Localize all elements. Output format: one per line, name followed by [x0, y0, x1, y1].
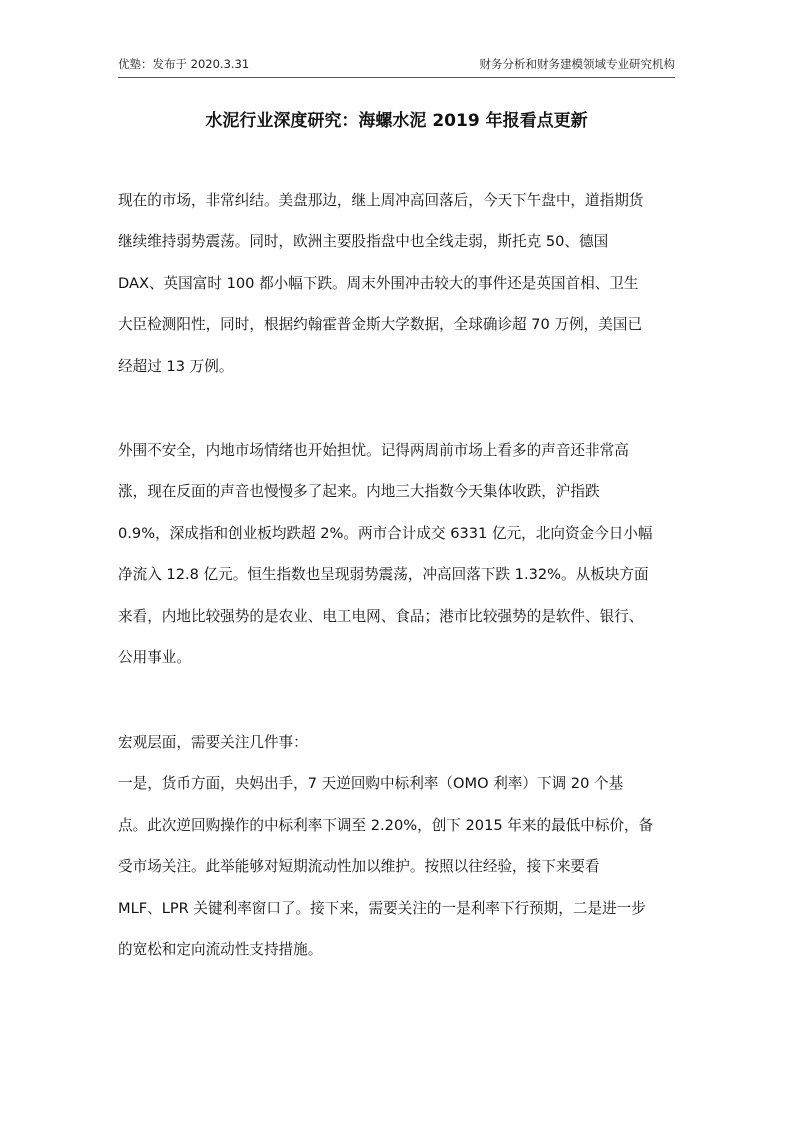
- paragraph-2: [118, 430, 678, 678]
- paragraph-line: 公用事业。: [118, 648, 191, 666]
- paragraph-line: 涨，现在反面的声音也慢慢多了起来。内地三大指数今天集体收跌，沪指跌: [118, 483, 600, 501]
- paragraph-line: 外围不安全，内地市场情绪也开始担忧。记得两周前市场上看多的声音还非常高: [118, 442, 629, 459]
- paragraph-line: DAX、英国富时 100 都小幅下跌。周末外围冲击较大的事件还是英国首相、卫生: [118, 274, 639, 292]
- paragraph-3: [118, 722, 678, 970]
- paragraph-line: 经超过 13 万例。: [118, 357, 234, 375]
- paragraph-line: 受市场关注。此举能够对短期流动性加以维护。按照以往经验，接下来要看: [118, 858, 600, 876]
- paragraph-line: 宏观层面，需要关注几件事：: [118, 734, 308, 751]
- paragraph-line: 净流入 12.8 亿元。恒生指数也呈现弱势震荡，冲高回落下跌 1.32%。从板块方面: [118, 566, 649, 584]
- paragraph-line: 点。此次逆回购操作的中标利率下调至 2.20%，创下 2015 年来的最低中标价，备: [118, 816, 654, 834]
- paragraph-line: 0.9%，深成指和创业板均跌超 2%。两市合计成交 6331 亿元，北向资金今日小幅: [118, 524, 653, 542]
- paragraph-line: MLF、LPR 关键利率窗口了。接下来，需要关注的一是利率下行预期，二是进一步: [118, 899, 646, 917]
- document-title: 水泥行业深度研究：海螺水泥 2019 年报看点更新: [205, 111, 588, 131]
- page-header: [118, 56, 675, 78]
- paragraph-line: 一是，货币方面，央妈出手，7 天逆回购中标利率（OMO 利率）下调 20 个基: [118, 775, 624, 793]
- paragraph-line: 来看，内地比较强势的是农业、电工电网、食品；港市比较强势的是软件、银行、: [118, 607, 644, 625]
- paragraph-line: 现在的市场，非常纠结。美盘那边，继上周冲高回落后，今天下午盘中，道指期货: [118, 192, 644, 209]
- paragraph-1: [118, 180, 678, 387]
- header-organization: 财务分析和财务建模领域专业研究机构: [479, 57, 675, 71]
- header-publish-info: 优塾：发布于 2020.3.31: [118, 57, 250, 71]
- paragraph-line: 继续维持弱势震荡。同时，欧洲主要股指盘中也全线走弱，斯托克 50、德国: [118, 233, 609, 251]
- paragraph-line: 大臣检测阳性，同时，根据约翰霍普金斯大学数据，全球确诊超 70 万例，美国已: [118, 316, 643, 334]
- paragraph-line: 的宽松和定向流动性支持措施。: [118, 940, 323, 958]
